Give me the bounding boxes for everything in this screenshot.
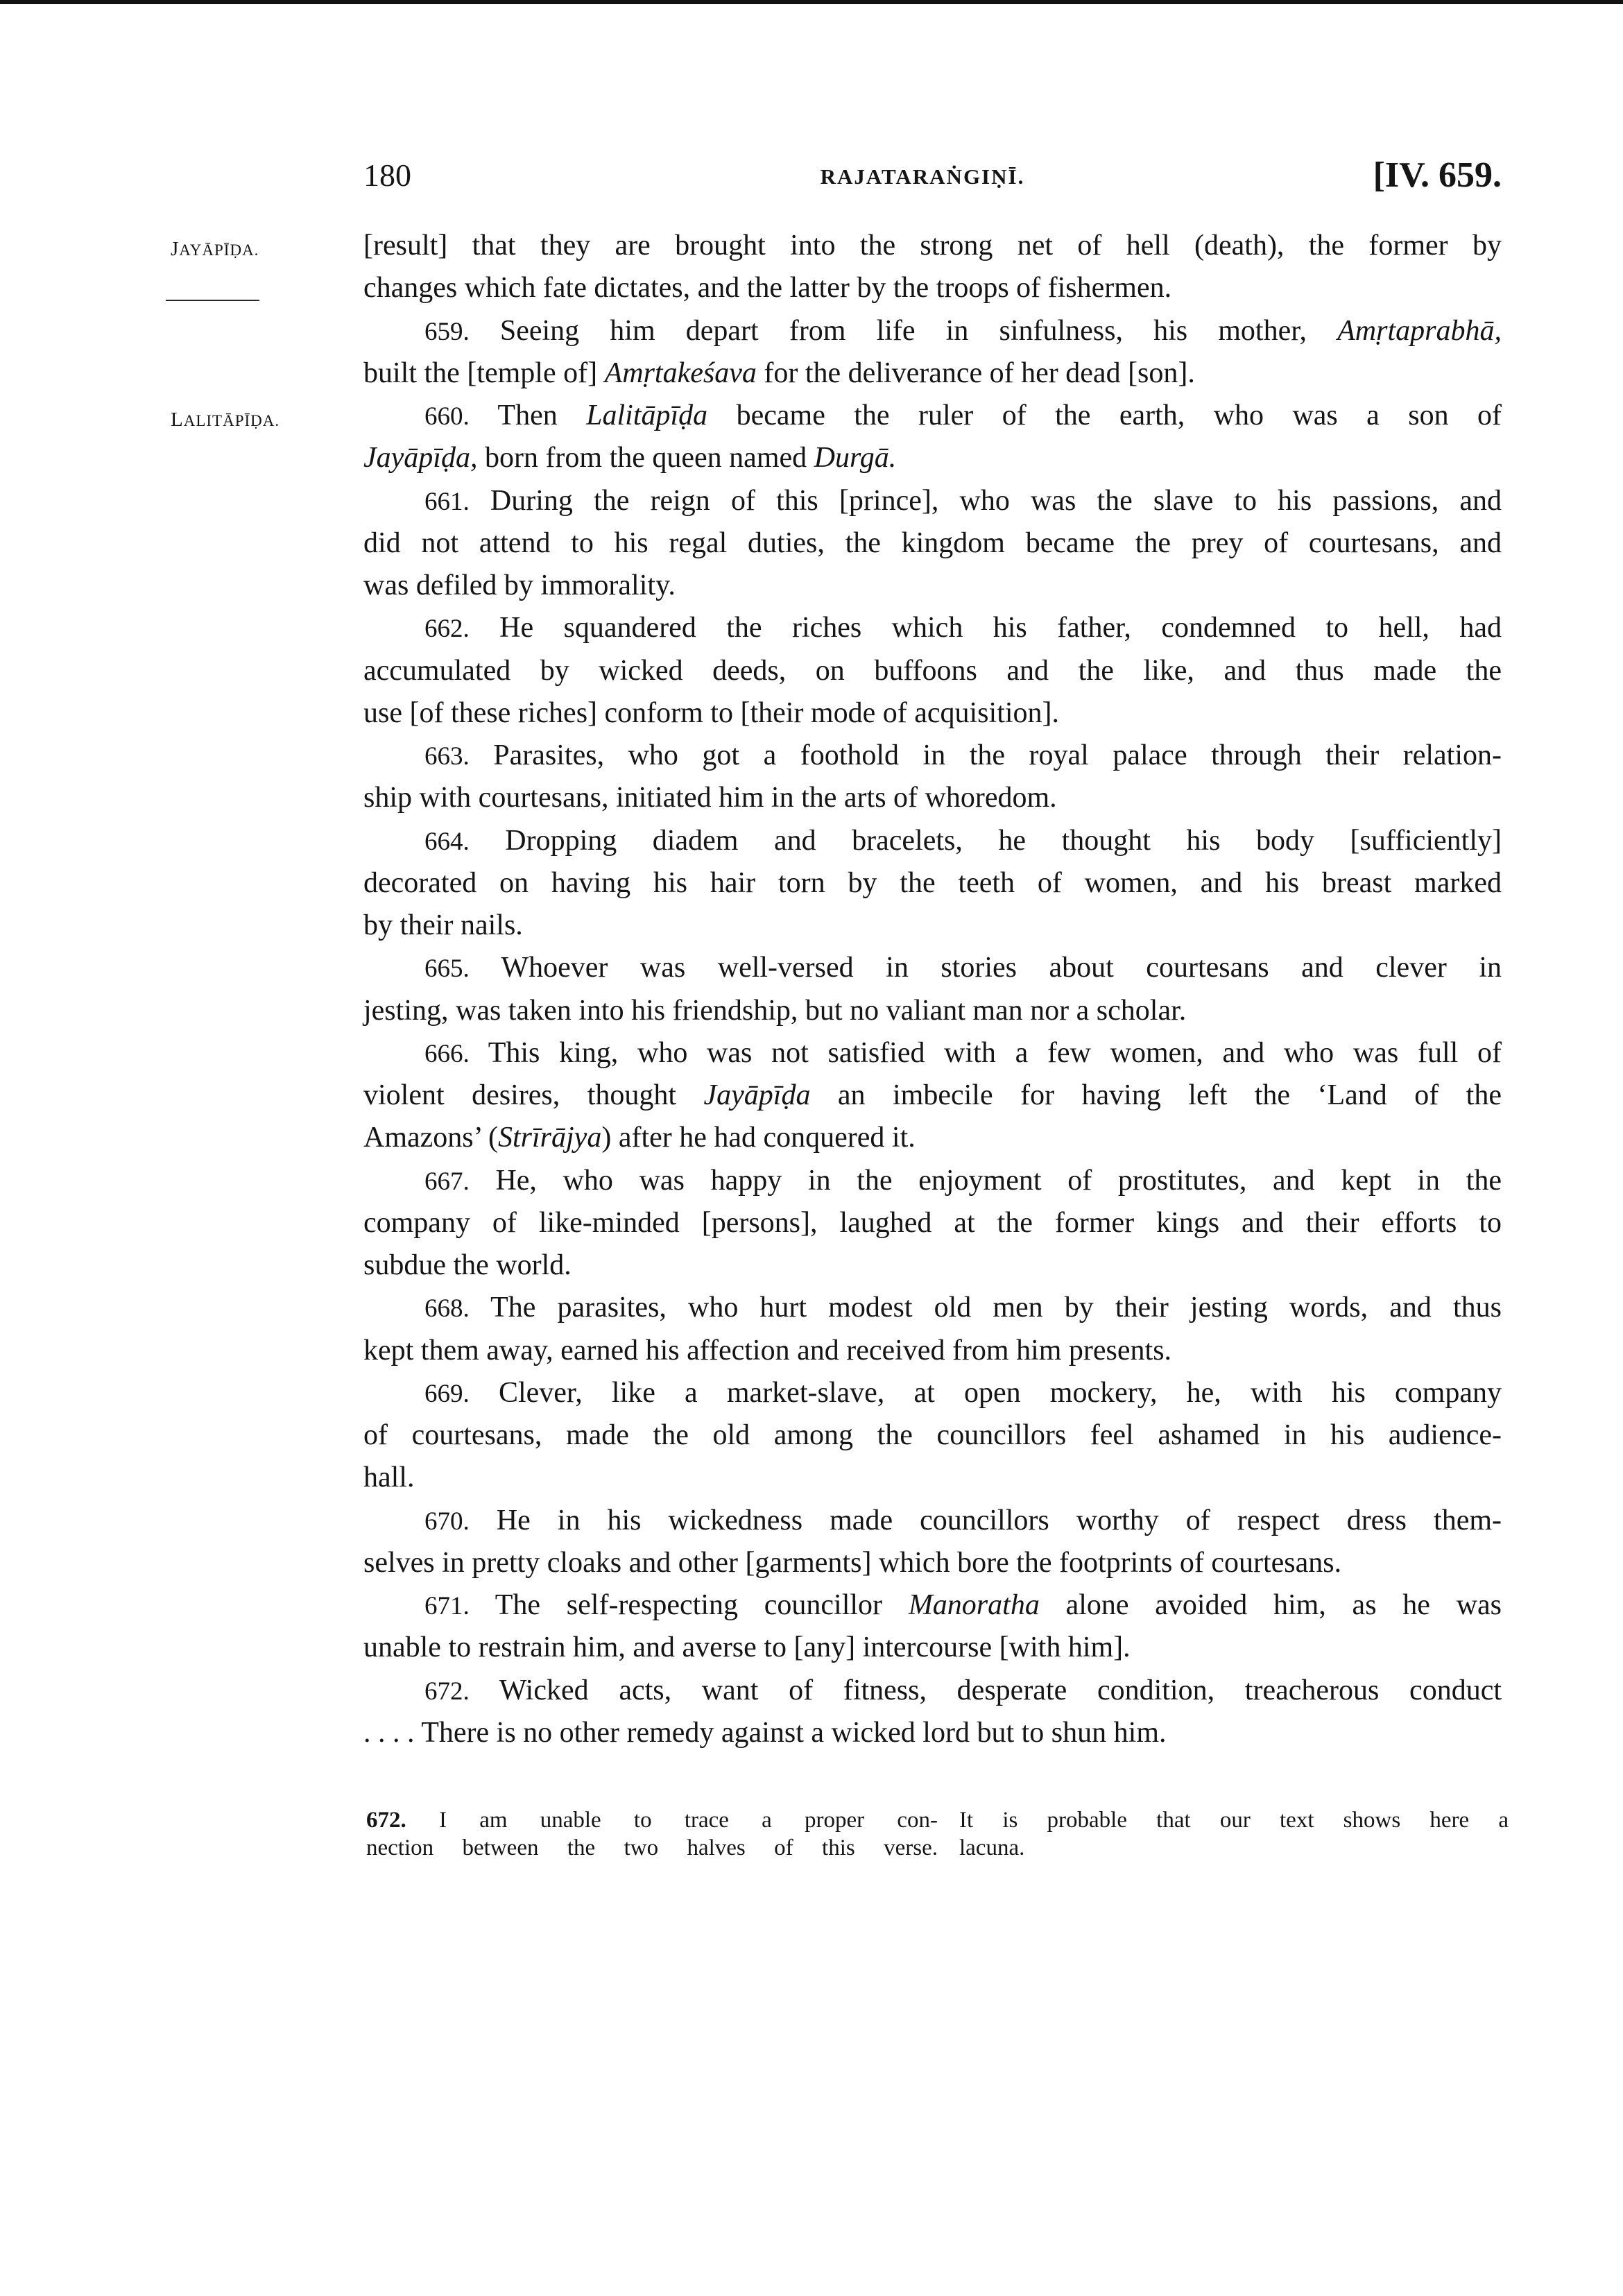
text-run: did not attend to his regal duties, the kingdom became the prey of courtesans, and bbox=[363, 526, 1502, 559]
footnote-line bbox=[366, 1806, 938, 1834]
text-run: Clever, like a market-slave, at open mockery, he, with his company bbox=[498, 1376, 1502, 1409]
footnote-text: nection between the two halves of this verse. bbox=[366, 1835, 938, 1860]
italic-term: Durgā. bbox=[814, 442, 897, 474]
text-line bbox=[363, 1457, 1502, 1499]
text-run: use [of these riches] conform to [their mode of acquisition]. bbox=[363, 696, 1060, 729]
verse-670 bbox=[363, 1500, 1502, 1585]
text-line bbox=[363, 267, 1502, 309]
text-line bbox=[363, 225, 1502, 267]
text-line bbox=[363, 1414, 1502, 1457]
footnote-text: I am unable to trace a proper con- bbox=[438, 1808, 938, 1833]
text-run: jesting, was taken into his friendship, but no valiant man nor a scholar. bbox=[363, 994, 1187, 1027]
verse-663 bbox=[363, 735, 1502, 820]
text-line bbox=[363, 1117, 1502, 1159]
text-run: company of like-minded [persons], laughed at the former kings and their efforts to bbox=[363, 1206, 1502, 1239]
text-line bbox=[363, 1160, 1502, 1202]
text-run: The parasites, who hurt modest old men by their jesting words, and thus bbox=[490, 1292, 1502, 1324]
page-number: 180 bbox=[363, 157, 411, 193]
verse-659 bbox=[363, 310, 1502, 395]
text-run: violent desires, thought bbox=[363, 1079, 704, 1111]
section-reference: [IV. 659. bbox=[1373, 155, 1502, 195]
verse-669 bbox=[363, 1372, 1502, 1500]
text-line bbox=[363, 650, 1502, 692]
text-line bbox=[363, 522, 1502, 565]
italic-term: Amṛtakeśava bbox=[604, 357, 757, 389]
text-run: became the ruler of the earth, who was a son of bbox=[707, 400, 1502, 431]
verse-number: 662. bbox=[424, 615, 470, 644]
verse-number: 672. bbox=[424, 1677, 470, 1706]
footnote-text: lacuna. bbox=[959, 1835, 1025, 1860]
verse-number: 665. bbox=[424, 954, 470, 984]
footnote-line bbox=[959, 1834, 1509, 1862]
text-line bbox=[363, 480, 1502, 522]
verse-number: 660. bbox=[424, 402, 470, 431]
text-line bbox=[363, 692, 1502, 735]
italic-term: Jayāpīḍa bbox=[703, 1079, 811, 1111]
text-line bbox=[363, 1712, 1502, 1754]
text-line bbox=[363, 905, 1502, 947]
italic-term: Manoratha bbox=[908, 1589, 1040, 1621]
verse-666 bbox=[363, 1032, 1502, 1160]
text-run: [result] that they are brought into the strong net of hell (death), the former by bbox=[363, 230, 1502, 262]
verse-660 bbox=[363, 395, 1502, 480]
verse-668 bbox=[363, 1287, 1502, 1372]
italic-term: Jayāpīḍa, bbox=[363, 442, 478, 474]
text-run: unable to restrain him, and averse to [any] intercourse [with him]. bbox=[363, 1631, 1131, 1664]
verse-number: 667. bbox=[424, 1167, 470, 1196]
text-line bbox=[363, 565, 1502, 607]
verse-662 bbox=[363, 607, 1502, 735]
text-line bbox=[363, 735, 1502, 777]
running-title: RAJATARAṄGIṆĪ. bbox=[820, 164, 1025, 189]
text-run: He in his wickedness made councillors worthy of respect dress them- bbox=[496, 1504, 1502, 1536]
marginal-note-jayapida: JAYĀPĪḌA. bbox=[171, 238, 259, 260]
text-run: Amazons’ ( bbox=[363, 1122, 498, 1154]
continued-paragraph bbox=[363, 225, 1502, 310]
text-line bbox=[363, 777, 1502, 819]
text-line bbox=[363, 437, 1502, 479]
text-line bbox=[363, 1330, 1502, 1372]
text-line bbox=[363, 1627, 1502, 1669]
text-run: built the [temple of] bbox=[363, 357, 605, 389]
text-run: . . . . There is no other remedy against a wicked lord but to shun him. bbox=[363, 1716, 1167, 1749]
text-line bbox=[363, 1287, 1502, 1329]
marginal-note-lalitapida: LALITĀPĪḌA. bbox=[171, 409, 280, 431]
verse-number: 671. bbox=[424, 1592, 470, 1620]
italic-term: Amṛtaprabhā, bbox=[1337, 314, 1502, 347]
italic-term: Strīrājya bbox=[497, 1122, 602, 1154]
text-run: He, who was happy in the enjoyment of prostitutes, and kept in the bbox=[495, 1164, 1502, 1197]
text-run: This king, who was not satisfied with a few women, and who was full of bbox=[488, 1036, 1502, 1069]
text-run: Then bbox=[497, 400, 587, 431]
verse-671 bbox=[363, 1584, 1502, 1670]
marginal-rule bbox=[166, 300, 259, 301]
text-run: changes which fate dictates, and the latter by the troops of fishermen. bbox=[363, 272, 1172, 305]
verse-number: 664. bbox=[424, 827, 470, 856]
body-text bbox=[363, 225, 1502, 1754]
text-run: During the reign of this [prince], who was the slave to his passions, and bbox=[490, 484, 1502, 517]
text-line bbox=[363, 820, 1502, 862]
verse-number: 666. bbox=[424, 1039, 470, 1068]
text-line bbox=[363, 1032, 1502, 1074]
text-run: ) after he had conquered it. bbox=[601, 1122, 916, 1154]
text-run: born from the queen named bbox=[477, 442, 814, 474]
text-run: alone avoided him, as he was bbox=[1039, 1589, 1502, 1621]
text-run: He squandered the riches which his father, condemned to hell, had bbox=[499, 612, 1502, 644]
italic-term: Lalitāpīḍa bbox=[586, 400, 708, 431]
text-line bbox=[363, 1542, 1502, 1584]
text-line bbox=[363, 310, 1502, 352]
text-run: The self-respecting councillor bbox=[495, 1589, 909, 1621]
text-line bbox=[363, 1372, 1502, 1414]
text-run: selves in pretty cloaks and other [garments] which bore the footprints of courtesans. bbox=[363, 1546, 1342, 1579]
text-line bbox=[363, 990, 1502, 1032]
text-line bbox=[363, 947, 1502, 989]
verse-number: 669. bbox=[424, 1379, 470, 1408]
text-run: Parasites, who got a foothold in the royal palace through their relation- bbox=[493, 739, 1502, 771]
footnote-column-left bbox=[366, 1806, 938, 1862]
text-run: subdue the world. bbox=[363, 1249, 572, 1281]
text-line bbox=[363, 1074, 1502, 1117]
text-line bbox=[363, 395, 1502, 437]
verse-number: 670. bbox=[424, 1507, 470, 1536]
footnote-text: It is probable that our text shows here a bbox=[959, 1808, 1509, 1833]
text-run: Seeing him depart from life in sinfulness, his mother, bbox=[499, 314, 1338, 347]
footnote-number: 672. bbox=[366, 1808, 406, 1833]
text-run: by their nails. bbox=[363, 909, 523, 941]
text-run: accumulated by wicked deeds, on buffoons and the like, and thus made the bbox=[363, 654, 1502, 687]
text-run: kept them away, earned his affection and received from him presents. bbox=[363, 1334, 1172, 1367]
verse-672 bbox=[363, 1670, 1502, 1755]
text-run: hall. bbox=[363, 1462, 415, 1494]
text-line bbox=[363, 352, 1502, 395]
text-line bbox=[363, 1584, 1502, 1627]
text-run: Dropping diadem and bracelets, he thought his body [sufficiently] bbox=[505, 824, 1502, 857]
text-run: decorated on having his hair torn by the teeth of women, and his breast marked bbox=[363, 866, 1502, 899]
text-run: Wicked acts, want of fitness, desperate condition, treacherous conduct bbox=[499, 1674, 1502, 1706]
verse-number: 661. bbox=[424, 487, 470, 516]
text-run: Whoever was well-versed in stories about courtesans and clever in bbox=[501, 952, 1502, 984]
footnote-line bbox=[959, 1806, 1509, 1834]
text-run: ship with courtesans, initiated him in the arts of whoredom. bbox=[363, 782, 1057, 814]
text-run: of courtesans, made the old among the councillors feel ashamed in his audience- bbox=[363, 1419, 1502, 1451]
text-line bbox=[363, 607, 1502, 649]
text-run: was defiled by immorality. bbox=[363, 569, 676, 601]
running-header bbox=[363, 154, 1502, 197]
verse-number: 668. bbox=[424, 1294, 470, 1323]
text-run: for the deliverance of her dead [son]. bbox=[756, 357, 1195, 389]
footnote-column-right bbox=[959, 1806, 1509, 1862]
text-line bbox=[363, 1500, 1502, 1542]
verse-661 bbox=[363, 480, 1502, 608]
text-line bbox=[363, 862, 1502, 905]
text-line bbox=[363, 1244, 1502, 1287]
verse-664 bbox=[363, 820, 1502, 948]
scan-top-edge bbox=[0, 0, 1623, 4]
footnote-line bbox=[366, 1834, 938, 1862]
verse-665 bbox=[363, 947, 1502, 1032]
verse-number: 663. bbox=[424, 742, 470, 771]
verse-number: 659. bbox=[424, 317, 470, 346]
verse-667 bbox=[363, 1160, 1502, 1287]
text-line bbox=[363, 1202, 1502, 1244]
text-run: an imbecile for having left the ‘Land of the bbox=[810, 1079, 1502, 1111]
text-line bbox=[363, 1670, 1502, 1712]
